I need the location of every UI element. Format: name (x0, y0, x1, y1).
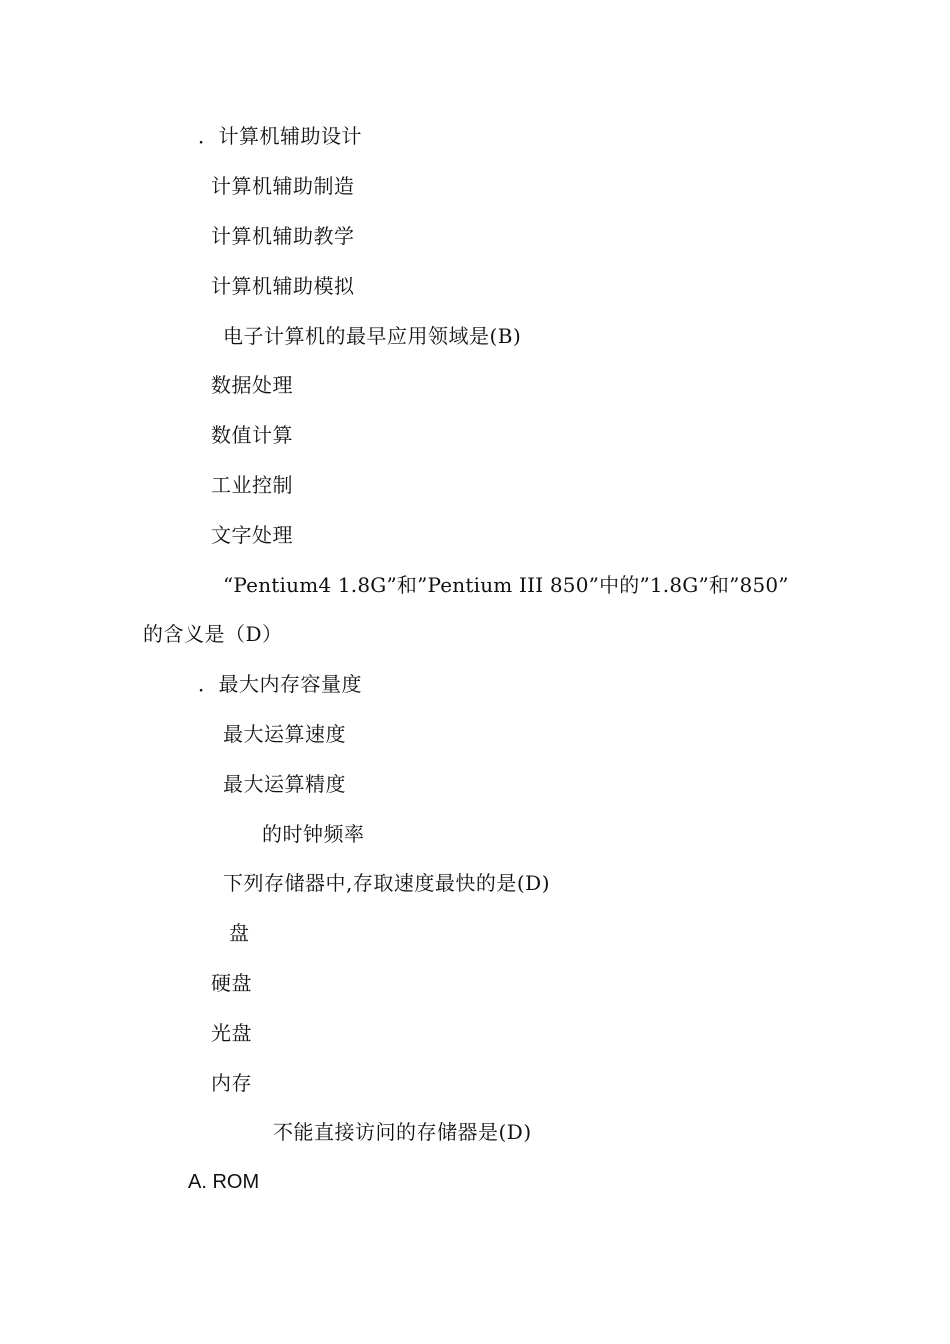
question-line: “Pentium4 1.8G”和”Pentium III 850”中的”1.8G”和”850” (223, 573, 789, 597)
question-line: 电子计算机的最早应用领域是(B) (223, 324, 522, 348)
option-line: 最大运算速度 (223, 722, 346, 746)
option-line: 的时钟频率 (262, 822, 365, 846)
option-line: 工业控制 (211, 473, 293, 497)
option-line: 数据处理 (211, 373, 293, 397)
option-line: 硬盘 (211, 971, 252, 995)
option-line: 光盘 (211, 1021, 252, 1045)
option-line: 内存 (211, 1071, 252, 1095)
option-line: 文字处理 (211, 523, 293, 547)
option-line: ．最大内存容量度 (198, 672, 362, 696)
option-line: 计算机辅助模拟 (211, 274, 355, 298)
question-line: 不能直接访问的存储器是(D) (273, 1120, 532, 1144)
option-line: 盘 (229, 921, 250, 945)
option-line: 数值计算 (211, 423, 293, 447)
question-line-continued: 的含义是（D） (143, 622, 283, 646)
option-line: 最大运算精度 (223, 772, 346, 796)
option-line: ．计算机辅助设计 (198, 124, 362, 148)
option-line: 计算机辅助教学 (211, 224, 355, 248)
question-line: 下列存储器中,存取速度最快的是(D) (223, 871, 550, 895)
option-line: A. ROM (188, 1171, 260, 1193)
option-line: 计算机辅助制造 (211, 174, 355, 198)
